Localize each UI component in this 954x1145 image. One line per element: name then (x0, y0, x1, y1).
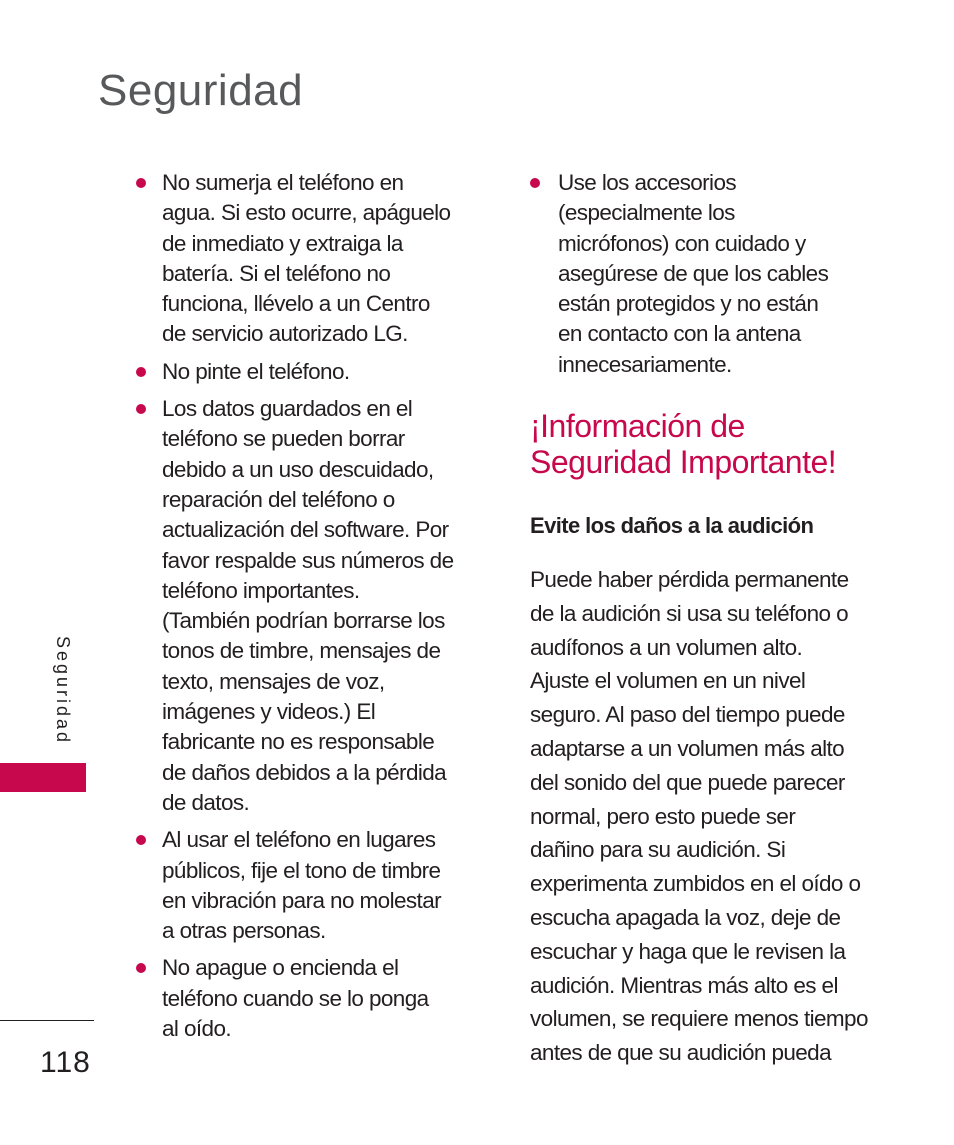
list-item-text: No apague o encienda el teléfono cuando se lo ponga al oído. (162, 955, 429, 1042)
page-number: 118 (40, 1046, 91, 1079)
left-column (136, 168, 486, 1051)
bullet-icon (136, 963, 146, 973)
section-subheading: Evite los daños a la audición (530, 513, 814, 538)
list-item (136, 394, 486, 818)
list-item (136, 357, 486, 387)
footer-divider (0, 1020, 94, 1021)
bullet-icon (136, 178, 146, 188)
side-tab-marker (0, 763, 86, 792)
bullet-icon (136, 835, 146, 845)
section-heading: ¡Información de Seguridad Importante! (530, 408, 837, 480)
list-item (530, 168, 890, 380)
list-item-text: Los datos guardados en el teléfono se pueden borrar debido a un uso descuidado, reparación del teléfono o actualización del software. Por favor respalde sus números de teléfono importantes. (También podrían borrarse los tonos de timbre, mensajes de texto, mensajes de voz, imágenes y videos.) El fabricante no es responsable de daños debidos a la pérdida de datos. (162, 396, 454, 815)
right-column (530, 168, 890, 387)
bullet-icon (136, 404, 146, 414)
list-item-text: No pinte el teléfono. (162, 358, 350, 384)
section-body: Puede haber pérdida permanente de la audición si usa su teléfono o audífonos a un volumen alto. Ajuste el volumen en un nivel seguro. Al paso del tiempo puede adaptarse a un volumen más alto del sonido del que puede parecer normal, pero esto puede ser dañino para su audición. Si experimenta zumbidos en el oído o escucha apagada la voz, deje de escuchar y haga que le revisen la audición. Mientras más alto es el volumen, se requiere menos tiempo antes de que su audición pueda (530, 567, 868, 1066)
list-item (136, 168, 486, 350)
bullet-icon (136, 367, 146, 377)
list-item (136, 953, 486, 1044)
bullet-icon (530, 178, 540, 188)
list-item-text: No sumerja el teléfono en agua. Si esto ocurre, apáguelo de inmediato y extraiga la batería. Si el teléfono no funciona, llévelo a un Centro de servicio autorizado LG. (162, 170, 451, 347)
list-item (136, 825, 486, 946)
bullet-list (136, 168, 486, 1044)
list-item-text: Al usar el teléfono en lugares públicos, fije el tono de timbre en vibración para no molestar a otras personas. (162, 827, 442, 944)
bullet-list (530, 168, 890, 380)
side-tab-label: Seguridad (53, 636, 73, 746)
list-item-text: Use los accesorios (especialmente los micrófonos) con cuidado y asegúrese de que los cables están protegidos y no están en contacto con la antena innecesariamente. (558, 170, 829, 377)
page-title: Seguridad (98, 66, 304, 115)
